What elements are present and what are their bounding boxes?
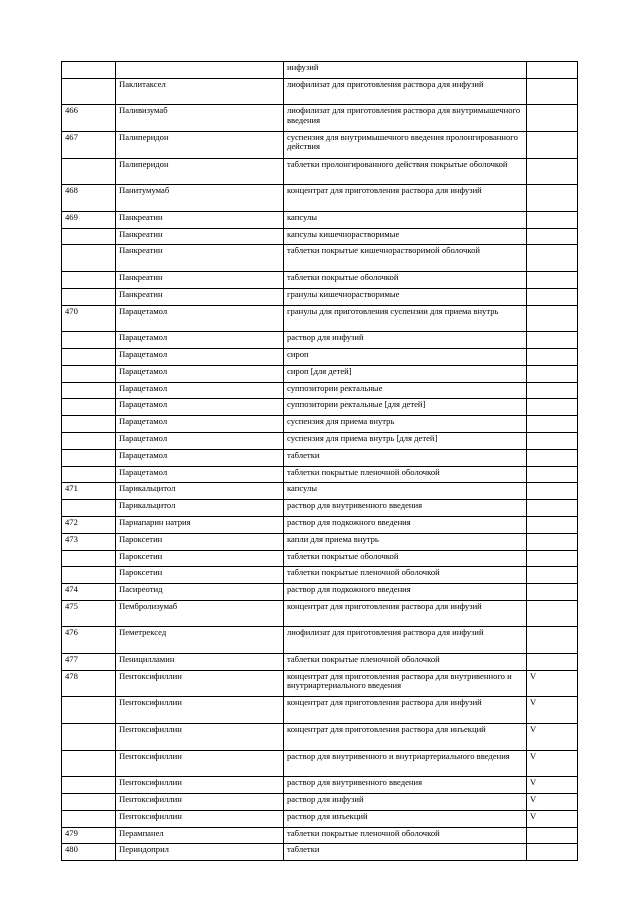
drug-name-cell: Парацетамол [116,449,284,466]
table-row [62,533,578,550]
table-row [62,365,578,382]
row-number-cell: 475 [62,600,116,627]
dosage-form-cell: таблетки пролонгированного действия покрытые оболочкой [284,158,527,185]
row-number-cell: 480 [62,844,116,861]
table-row [62,305,578,332]
table-row [62,600,578,627]
table-row [62,105,578,132]
table-row [62,416,578,433]
dosage-form-cell: капсулы [284,483,527,500]
table-row [62,810,578,827]
row-number-cell: 474 [62,584,116,601]
drug-name-cell: Панкреатин [116,245,284,272]
mark-cell [527,348,578,365]
mark-cell: V [527,777,578,794]
row-number-cell [62,550,116,567]
table-row [62,827,578,844]
dosage-form-cell: раствор для инъекций [284,810,527,827]
table-row [62,670,578,697]
mark-cell [527,305,578,332]
table-row [62,466,578,483]
dosage-form-cell: сироп [для детей] [284,365,527,382]
drug-name-cell: Пентоксифиллин [116,750,284,777]
dosage-form-cell: лиофилизат для приготовления раствора для внутримышечного введения [284,105,527,132]
dosage-form-cell: раствор для подкожного введения [284,516,527,533]
row-number-cell: 479 [62,827,116,844]
dosage-form-cell: таблетки покрытые пленочной оболочкой [284,466,527,483]
table-row [62,654,578,671]
table-row [62,500,578,517]
dosage-form-cell: раствор для подкожного введения [284,584,527,601]
row-number-cell [62,466,116,483]
dosage-form-cell: таблетки покрытые кишечнорастворимой оболочкой [284,245,527,272]
drug-name-cell: Пароксетин [116,550,284,567]
dosage-form-cell: суспензия для приема внутрь [284,416,527,433]
row-number-cell [62,567,116,584]
dosage-form-cell: таблетки покрытые оболочкой [284,271,527,288]
table-row [62,245,578,272]
mark-cell [527,627,578,654]
drug-name-cell: Палиперидон [116,158,284,185]
dosage-form-cell: раствор для инфузий [284,794,527,811]
mark-cell [527,844,578,861]
row-number-cell [62,62,116,79]
drug-name-cell: Панкреатин [116,211,284,228]
drug-name-cell: Пентоксифиллин [116,777,284,794]
row-number-cell [62,348,116,365]
mark-cell [527,827,578,844]
drug-name-cell: Палиперидон [116,131,284,158]
mark-cell [527,654,578,671]
row-number-cell [62,228,116,245]
drug-name-cell: Перампанел [116,827,284,844]
mark-cell [527,584,578,601]
mark-cell: V [527,794,578,811]
row-number-cell [62,697,116,724]
table-row [62,844,578,861]
dosage-form-cell: гранулы для приготовления суспензии для приема внутрь [284,305,527,332]
table-row [62,211,578,228]
table-row [62,567,578,584]
drug-name-cell: Панкреатин [116,288,284,305]
drug-name-cell: Панитумумаб [116,185,284,212]
table-row [62,449,578,466]
row-number-cell [62,449,116,466]
drug-table [61,61,578,861]
drug-name-cell: Пентоксифиллин [116,794,284,811]
mark-cell [527,533,578,550]
row-number-cell [62,500,116,517]
mark-cell [527,399,578,416]
table-row [62,483,578,500]
table-row [62,271,578,288]
drug-name-cell: Парацетамол [116,399,284,416]
table-row [62,382,578,399]
mark-cell [527,449,578,466]
drug-name-cell: Парацетамол [116,416,284,433]
drug-name-cell: Парикальцитол [116,500,284,517]
drug-name-cell: Периндоприл [116,844,284,861]
drug-name-cell: Парацетамол [116,305,284,332]
mark-cell [527,500,578,517]
row-number-cell [62,432,116,449]
table-row [62,794,578,811]
dosage-form-cell: концентрат для приготовления раствора для инфузий [284,697,527,724]
dosage-form-cell: суспензия для внутримышечного введения пролонгированного действия [284,131,527,158]
mark-cell [527,483,578,500]
table-row [62,131,578,158]
table-row [62,777,578,794]
dosage-form-cell: раствор для внутривенного и внутриартериального введения [284,750,527,777]
mark-cell [527,245,578,272]
table-row [62,185,578,212]
mark-cell: V [527,697,578,724]
mark-cell [527,432,578,449]
row-number-cell [62,365,116,382]
table-row [62,627,578,654]
row-number-cell: 469 [62,211,116,228]
row-number-cell [62,750,116,777]
mark-cell [527,332,578,349]
table-row [62,228,578,245]
dosage-form-cell: таблетки покрытые пленочной оболочкой [284,567,527,584]
table-row [62,516,578,533]
dosage-form-cell: концентрат для приготовления раствора для инфузий [284,185,527,212]
drug-name-cell: Парацетамол [116,382,284,399]
dosage-form-cell: концентрат для приготовления раствора для инфузий [284,600,527,627]
drug-name-cell [116,62,284,79]
mark-cell [527,466,578,483]
table-row [62,432,578,449]
row-number-cell [62,78,116,105]
row-number-cell: 471 [62,483,116,500]
dosage-form-cell: раствор для инфузий [284,332,527,349]
mark-cell [527,600,578,627]
table-row [62,62,578,79]
dosage-form-cell: суспензия для приема внутрь [для детей] [284,432,527,449]
drug-name-cell: Пароксетин [116,533,284,550]
table-row [62,724,578,751]
row-number-cell [62,724,116,751]
mark-cell [527,288,578,305]
row-number-cell: 472 [62,516,116,533]
mark-cell [527,416,578,433]
dosage-form-cell: концентрат для приготовления раствора для инъекций [284,724,527,751]
row-number-cell: 466 [62,105,116,132]
drug-name-cell: Пентоксифиллин [116,724,284,751]
mark-cell [527,365,578,382]
table-row [62,399,578,416]
mark-cell [527,550,578,567]
row-number-cell [62,777,116,794]
dosage-form-cell: таблетки [284,449,527,466]
dosage-form-cell: капсулы [284,211,527,228]
row-number-cell: 478 [62,670,116,697]
mark-cell [527,105,578,132]
drug-name-cell: Пентоксифиллин [116,810,284,827]
row-number-cell [62,158,116,185]
drug-name-cell: Панкреатин [116,271,284,288]
row-number-cell [62,332,116,349]
drug-name-cell: Пентоксифиллин [116,670,284,697]
drug-name-cell: Парнапарин натрия [116,516,284,533]
row-number-cell [62,288,116,305]
table-row [62,78,578,105]
dosage-form-cell: сироп [284,348,527,365]
row-number-cell: 473 [62,533,116,550]
mark-cell [527,516,578,533]
drug-name-cell: Пеметрексед [116,627,284,654]
drug-name-cell: Паливизумаб [116,105,284,132]
drug-name-cell: Парацетамол [116,365,284,382]
dosage-form-cell: таблетки покрытые пленочной оболочкой [284,654,527,671]
dosage-form-cell: капли для приема внутрь [284,533,527,550]
dosage-form-cell: суппозитории ректальные [для детей] [284,399,527,416]
dosage-form-cell: лиофилизат для приготовления раствора для инфузий [284,627,527,654]
drug-name-cell: Парикальцитол [116,483,284,500]
mark-cell [527,567,578,584]
mark-cell: V [527,810,578,827]
dosage-form-cell: таблетки покрытые оболочкой [284,550,527,567]
dosage-form-cell: лиофилизат для приготовления раствора для инфузий [284,78,527,105]
row-number-cell: 477 [62,654,116,671]
dosage-form-cell: таблетки [284,844,527,861]
drug-name-cell: Пароксетин [116,567,284,584]
drug-name-cell: Пентоксифиллин [116,697,284,724]
drug-name-cell: Паклитаксел [116,78,284,105]
table-row [62,584,578,601]
table-row [62,332,578,349]
row-number-cell [62,382,116,399]
table-body [62,62,578,861]
table-row [62,750,578,777]
table-row [62,550,578,567]
drug-name-cell: Пембролизумаб [116,600,284,627]
row-number-cell: 470 [62,305,116,332]
mark-cell [527,131,578,158]
mark-cell [527,211,578,228]
dosage-form-cell: гранулы кишечнорастворимые [284,288,527,305]
dosage-form-cell: суппозитории ректальные [284,382,527,399]
mark-cell [527,382,578,399]
mark-cell [527,228,578,245]
mark-cell: V [527,670,578,697]
table-row [62,158,578,185]
row-number-cell [62,810,116,827]
row-number-cell [62,794,116,811]
row-number-cell [62,271,116,288]
row-number-cell [62,416,116,433]
mark-cell [527,271,578,288]
dosage-form-cell: концентрат для приготовления раствора для внутривенного и внутриартериального введения [284,670,527,697]
mark-cell: V [527,750,578,777]
dosage-form-cell: капсулы кишечнорастворимые [284,228,527,245]
drug-name-cell: Парацетамол [116,332,284,349]
dosage-form-cell: инфузий [284,62,527,79]
row-number-cell: 476 [62,627,116,654]
mark-cell [527,78,578,105]
drug-name-cell: Парацетамол [116,432,284,449]
mark-cell [527,185,578,212]
dosage-form-cell: раствор для внутривенного введения [284,777,527,794]
drug-name-cell: Парацетамол [116,466,284,483]
dosage-form-cell: раствор для внутривенного введения [284,500,527,517]
drug-name-cell: Панкреатин [116,228,284,245]
dosage-form-cell: таблетки покрытые пленочной оболочкой [284,827,527,844]
table-row [62,697,578,724]
drug-name-cell: Пасиреотид [116,584,284,601]
drug-name-cell: Пеницилламин [116,654,284,671]
table-row [62,348,578,365]
mark-cell [527,62,578,79]
row-number-cell [62,245,116,272]
row-number-cell [62,399,116,416]
table-row [62,288,578,305]
row-number-cell: 467 [62,131,116,158]
mark-cell [527,158,578,185]
drug-name-cell: Парацетамол [116,348,284,365]
row-number-cell: 468 [62,185,116,212]
mark-cell: V [527,724,578,751]
